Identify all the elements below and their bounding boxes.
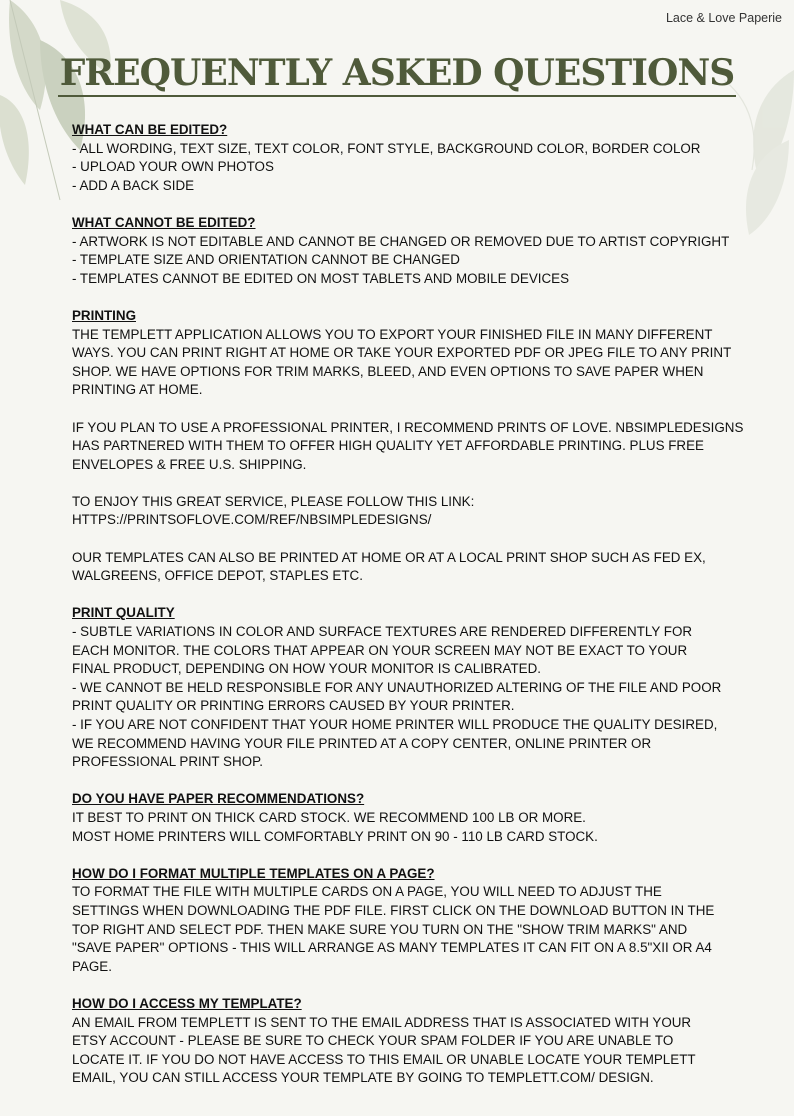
faq-section-paper xyxy=(72,790,762,846)
section-body: IT BEST TO PRINT ON THICK CARD STOCK. WE RECOMMEND 100 LB OR MORE. MOST HOME PRINTERS WILL COMFORTABLY PRINT ON 90 - 110 LB CARD STOCK. xyxy=(72,809,598,844)
section-heading: PRINTING xyxy=(72,307,136,323)
section-heading: WHAT CAN BE EDITED? xyxy=(72,122,228,137)
section-body: IF YOU PLAN TO USE A PROFESSIONAL PRINTER, I RECOMMEND PRINTS OF LOVE. NBSIMPLEDESIGNS HAS PARTNERED WITH THEM TO OFFER HIGH QUALITY YET AFFORDABLE PRINTING. PLUS FREE ENVELOPES & FREE U.S. SHIPPING. xyxy=(72,419,744,472)
faq-section-access-template xyxy=(72,995,762,1088)
section-body: - ARTWORK IS NOT EDITABLE AND CANNOT BE CHANGED OR REMOVED DUE TO ARTIST COPYRIGHT - TEMPLATE SIZE AND ORIENTATION CANNOT BE CHANGED - TEMPLATES CANNOT BE EDITED ON MOST TABLETS AND MOBILE DEVICES xyxy=(72,233,730,286)
section-heading: DO YOU HAVE PAPER RECOMMENDATIONS? xyxy=(72,791,365,807)
section-heading: HOW DO I FORMAT MULTIPLE TEMPLATES ON A PAGE? xyxy=(72,865,435,881)
section-heading: WHAT CANNOT BE EDITED? xyxy=(72,214,256,230)
faq-section-printing xyxy=(72,307,762,586)
section-body: OUR TEMPLATES CAN ALSO BE PRINTED AT HOME OR AT A LOCAL PRINT SHOP SUCH AS FED EX, WALGREENS, OFFICE DEPOT, STAPLES ETC. xyxy=(72,549,706,584)
faq-section-editable xyxy=(72,121,762,195)
section-body: TO FORMAT THE FILE WITH MULTIPLE CARDS ON A PAGE, YOU WILL NEED TO ADJUST THE SETTINGS WHEN DOWNLOADING THE PDF FILE. FIRST CLICK ON THE DOWNLOAD BUTTON IN THE TOP RIGHT AND SELECT PDF. THEN MAKE SURE YOU TURN ON THE "SHOW TRIM MARKS" AND "SAVE PAPER" OPTIONS - THIS WILL ARRANGE AS MANY TEMPLATES IT CAN FIT ON A 8.5"XII OR A4 PAGE. xyxy=(72,884,715,974)
section-body: - ALL WORDING, TEXT SIZE, TEXT COLOR, FONT STYLE, BACKGROUND COLOR, BORDER COLOR - UPLOAD YOUR OWN PHOTOS - ADD A BACK SIDE xyxy=(72,140,701,193)
faq-section-multiple-templates xyxy=(72,865,762,977)
section-heading: PRINT QUALITY xyxy=(72,605,175,621)
section-body: THE TEMPLETT APPLICATION ALLOWS YOU TO EXPORT YOUR FINISHED FILE IN MANY DIFFERENT WAYS. YOU CAN PRINT RIGHT AT HOME OR TAKE YOUR EXPORTED PDF OR JPEG FILE TO ANY PRINT SHOP. WE HAVE OPTIONS FOR TRIM MARKS, BLEED, AND EVEN OPTIONS TO SAVE PAPER WHEN PRINTING AT HOME. xyxy=(72,326,732,398)
faq-section-print-quality xyxy=(72,604,762,771)
section-body: AN EMAIL FROM TEMPLETT IS SENT TO THE EMAIL ADDRESS THAT IS ASSOCIATED WITH YOUR ETSY ACCOUNT - PLEASE BE SURE TO CHECK YOUR SPAM FOLDER IF YOU ARE UNABLE TO LOCATE IT. IF YOU DO NOT HAVE ACCESS TO THIS EMAIL OR UNABLE LOCATE YOUR TEMPLETT EMAIL, YOU CAN STILL ACCESS YOUR TEMPLATE BY GOING TO TEMPLETT.COM/ DESIGN. xyxy=(72,1014,696,1086)
page-title: FREQUENTLY ASKED QUESTIONS xyxy=(0,52,794,94)
faq-content xyxy=(72,121,762,1106)
section-body: - SUBTLE VARIATIONS IN COLOR AND SURFACE TEXTURES ARE RENDERED DIFFERENTLY FOR EACH MONITOR. THE COLORS THAT APPEAR ON YOUR SCREEN MAY NOT BE EXACT TO YOUR FINAL PRODUCT, DEPENDING ON HOW YOUR MONITOR IS CALIBRATED. - WE CANNOT BE HELD RESPONSIBLE FOR ANY UNAUTHORIZED ALTERING OF THE FILE AND POOR PRINT QUALITY OR PRINTING ERRORS CAUSED BY YOUR PRINTER. - IF YOU ARE NOT CONFIDENT THAT YOUR HOME PRINTER WILL PRODUCE THE QUALITY DESIRED, WE RECOMMEND HAVING YOUR FILE PRINTED AT A COPY CENTER, ONLINE PRINTER OR PROFESSIONAL PRINT SHOP. xyxy=(72,624,722,770)
brand-name: Lace & Love Paperie xyxy=(665,11,782,25)
section-body-link: TO ENJOY THIS GREAT SERVICE, PLEASE FOLLOW THIS LINK: HTTPS://PRINTSOFLOVE.COM/REF/NBSIMPLEDESIGNS/ xyxy=(72,493,475,528)
section-heading: HOW DO I ACCESS MY TEMPLATE? xyxy=(72,995,302,1011)
faq-section-not-editable xyxy=(72,214,762,288)
